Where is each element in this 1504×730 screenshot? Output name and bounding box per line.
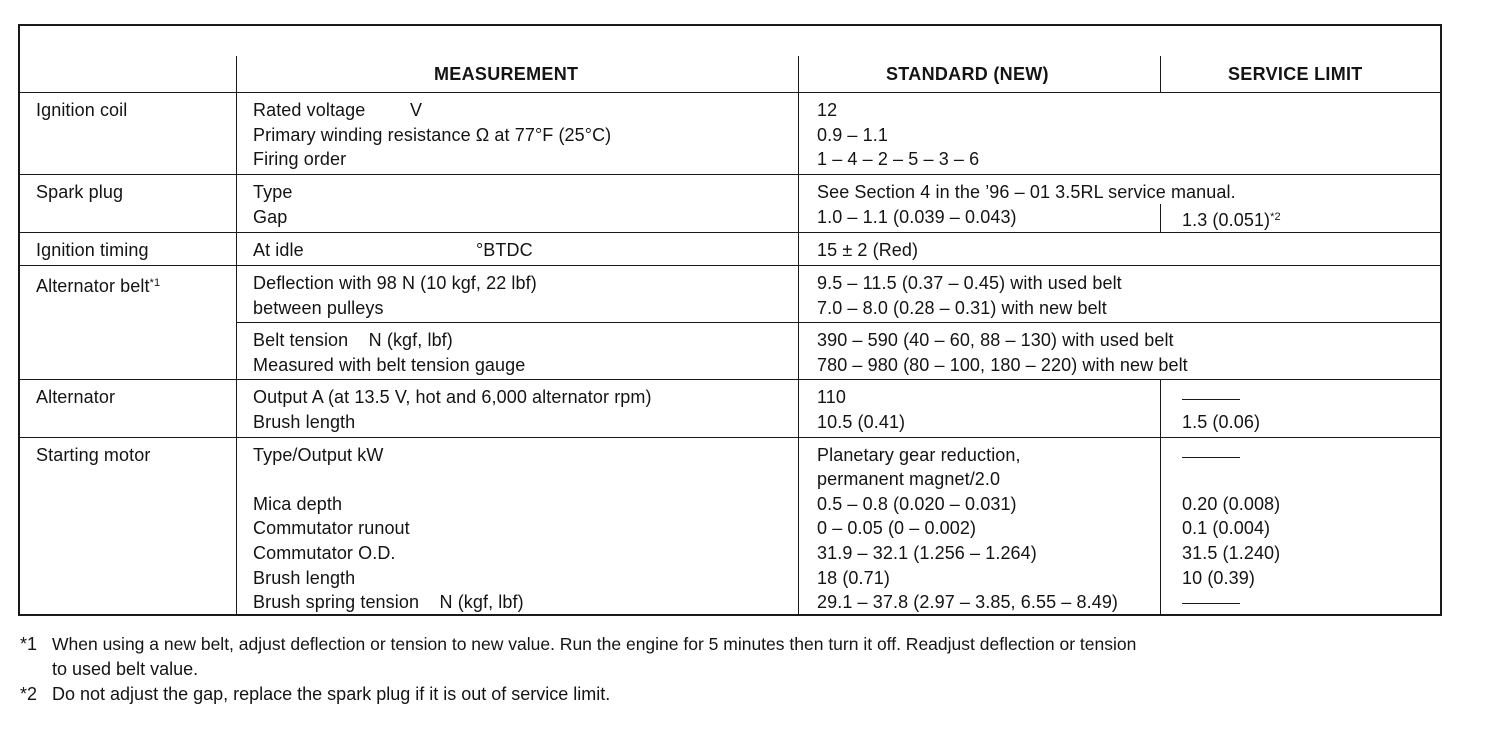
rated-voltage-label: Rated voltage [253, 100, 366, 120]
type-output-label: Type/Output kW [253, 445, 384, 465]
spring-tension-label: Brush spring tension N (kgf, lbf) [253, 592, 524, 612]
primary-resistance-std: 0.9 – 1.1 [817, 125, 888, 145]
rated-voltage-std: 12 [817, 100, 838, 120]
deflection-used-std: 9.5 – 11.5 (0.37 – 0.45) with used belt [817, 273, 1122, 293]
header-rule [18, 92, 1442, 93]
item-alternator: Alternator [36, 387, 116, 407]
tension-label-1: Belt tension N (kgf, lbf) [253, 330, 453, 350]
primary-resistance-label: Primary winding resistance Ω at 77°F (25°C) [253, 125, 612, 145]
commutator-runout-limit: 0.1 (0.004) [1182, 518, 1271, 538]
row-rule-alternator [18, 437, 1442, 438]
alternator-brush-length-limit: 1.5 (0.06) [1182, 412, 1261, 432]
spark-gap-label: Gap [253, 207, 288, 227]
alternator-belt-label: Alternator belt [36, 276, 150, 296]
col-rule-measurement [798, 56, 799, 616]
footnote-1-line-1: When using a new belt, adjust deflection or tension to new value. Run the engine for 5 minutes then turn it off. Readjust deflection or tension [52, 634, 1137, 654]
header-standard: STANDARD (NEW) [886, 64, 1049, 84]
commutator-runout-std: 0 – 0.05 (0 – 0.002) [817, 518, 977, 538]
firing-order-std: 1 – 4 – 2 – 5 – 3 – 6 [817, 149, 980, 169]
spark-type-label: Type [253, 182, 293, 202]
rated-voltage-unit: V [410, 100, 423, 120]
row-rule-ignition-timing [18, 265, 1442, 266]
tension-used-std: 390 – 590 (40 – 60, 88 – 130) with used belt [817, 330, 1174, 350]
commutator-od-std: 31.9 – 32.1 (1.256 – 1.264) [817, 543, 1037, 563]
mica-depth-label: Mica depth [253, 494, 343, 514]
firing-order-label: Firing order [253, 149, 347, 169]
alternator-brush-length-label: Brush length [253, 412, 356, 432]
spring-tension-std: 29.1 – 37.8 (2.97 – 3.85, 6.55 – 8.49) [817, 592, 1119, 612]
row-rule-ignition-coil [18, 174, 1442, 175]
col-rule-item [236, 56, 237, 616]
header-measurement: MEASUREMENT [434, 64, 579, 84]
mica-depth-limit: 0.20 (0.008) [1182, 494, 1281, 514]
motor-brush-length-std: 18 (0.71) [817, 568, 890, 588]
commutator-od-label: Commutator O.D. [253, 543, 396, 563]
item-ignition-timing: Ignition timing [36, 240, 149, 260]
at-idle-label: At idle [253, 240, 304, 260]
item-starting-motor: Starting motor [36, 445, 151, 465]
ignition-timing-std: 15 ± 2 (Red) [817, 240, 919, 260]
row-rule-belt-split [236, 322, 1442, 323]
footnote-1-mark: *1 [20, 634, 38, 654]
footnote-2-mark: *2 [20, 684, 38, 704]
spark-gap-footnote-ref: *2 [1270, 211, 1281, 223]
spark-gap-std: 1.0 – 1.1 (0.039 – 0.043) [817, 207, 1017, 227]
alternator-belt-footnote-ref: *1 [149, 277, 161, 289]
alternator-output-limit-dash [1182, 399, 1240, 400]
btdc-unit: °BTDC [476, 240, 533, 260]
type-output-std-2: permanent magnet/2.0 [817, 469, 1001, 489]
commutator-runout-label: Commutator runout [253, 518, 410, 538]
col-rule-standard-spark [1160, 204, 1161, 232]
item-spark-plug: Spark plug [36, 182, 124, 202]
footnote-1-line-2: to used belt value. [52, 659, 199, 679]
alternator-output-std: 110 [817, 387, 846, 407]
item-ignition-coil: Ignition coil [36, 100, 128, 120]
header-service-limit: SERVICE LIMIT [1228, 64, 1363, 84]
footnote-2-text: Do not adjust the gap, replace the spark plug if it is out of service limit. [52, 684, 611, 704]
tension-label-2: Measured with belt tension gauge [253, 355, 526, 375]
spring-tension-limit-dash [1182, 603, 1240, 604]
mica-depth-std: 0.5 – 0.8 (0.020 – 0.031) [817, 494, 1017, 514]
spark-gap-limit-value: 1.3 (0.051) [1182, 210, 1271, 230]
deflection-new-std: 7.0 – 8.0 (0.28 – 0.31) with new belt [817, 298, 1107, 318]
deflection-label-1: Deflection with 98 N (10 kgf, 22 lbf) [253, 273, 537, 293]
commutator-od-limit: 31.5 (1.240) [1182, 543, 1281, 563]
motor-brush-length-limit: 10 (0.39) [1182, 568, 1255, 588]
tension-new-std: 780 – 980 (80 – 100, 180 – 220) with new belt [817, 355, 1188, 375]
type-output-limit-dash [1182, 457, 1240, 458]
item-alternator-belt [36, 271, 160, 298]
deflection-label-2: between pulleys [253, 298, 384, 318]
type-output-std-1: Planetary gear reduction, [817, 445, 1021, 465]
motor-brush-length-label: Brush length [253, 568, 356, 588]
col-rule-standard-lower [1160, 379, 1161, 616]
spark-gap-limit [1182, 205, 1281, 232]
spark-type-std: See Section 4 in the ’96 – 01 3.5RL service manual. [817, 182, 1236, 202]
alternator-output-label: Output A (at 13.5 V, hot and 6,000 alternator rpm) [253, 387, 652, 407]
row-rule-alternator-belt [18, 379, 1442, 380]
col-rule-standard-header [1160, 56, 1161, 93]
row-rule-spark-plug [18, 232, 1442, 233]
alternator-brush-length-std: 10.5 (0.41) [817, 412, 906, 432]
